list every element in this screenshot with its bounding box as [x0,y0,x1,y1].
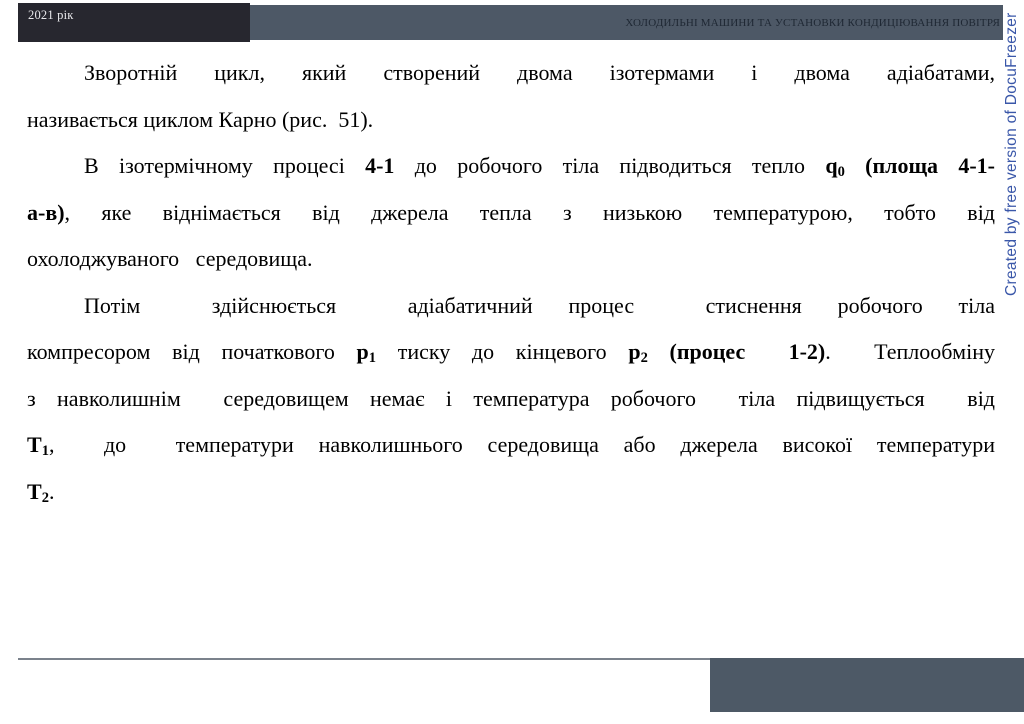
text-line: компресором від початкового $p_1$ тиску до кінцевого $p_2$ (процес 1-2). Теплообміну [27,339,995,367]
paragraph [27,143,995,283]
text-line: В ізотермічному процесі 4-1 до робочого тіла підводиться тепло $q_0$ (площа 4-1- [84,153,995,181]
text-line: з навколишнім середовищем немає і температура робочого тіла підвищується від [27,385,995,411]
text-line: називається циклом Карно (рис. 51). [27,106,374,132]
course-title: ХОЛОДИЛЬНІ МАШИНИ ТА УСТАНОВКИ КОНДИЦІЮВАННЯ ПОВІТРЯ [625,16,1000,29]
text-line: охолоджуваного середовища. [27,246,313,271]
text-line: $Т_1$, до температури навколишнього середовища або джерела високої температури [27,432,995,460]
text-line: $Т_2$. [27,478,55,506]
text-line: Потім здійснюється адіабатичний процес стиснення робочого тіла [84,292,995,318]
paragraph [27,283,995,516]
year-label: 2021 рік [28,8,74,22]
course-title-bar [250,5,1003,40]
docufreezer-watermark: Created by free version of DocuFreezer [1003,12,1020,296]
document-body [27,50,995,515]
text-line: а-в), яке віднімається від джерела тепла з низькою температурою, тобто від [27,199,995,225]
year-header-bar [18,3,250,42]
text-line: Зворотній цикл, який створений двома ізотермами і двома адіабатами, [84,60,995,85]
footer-accent-block [710,658,1024,712]
paragraph [27,50,995,143]
